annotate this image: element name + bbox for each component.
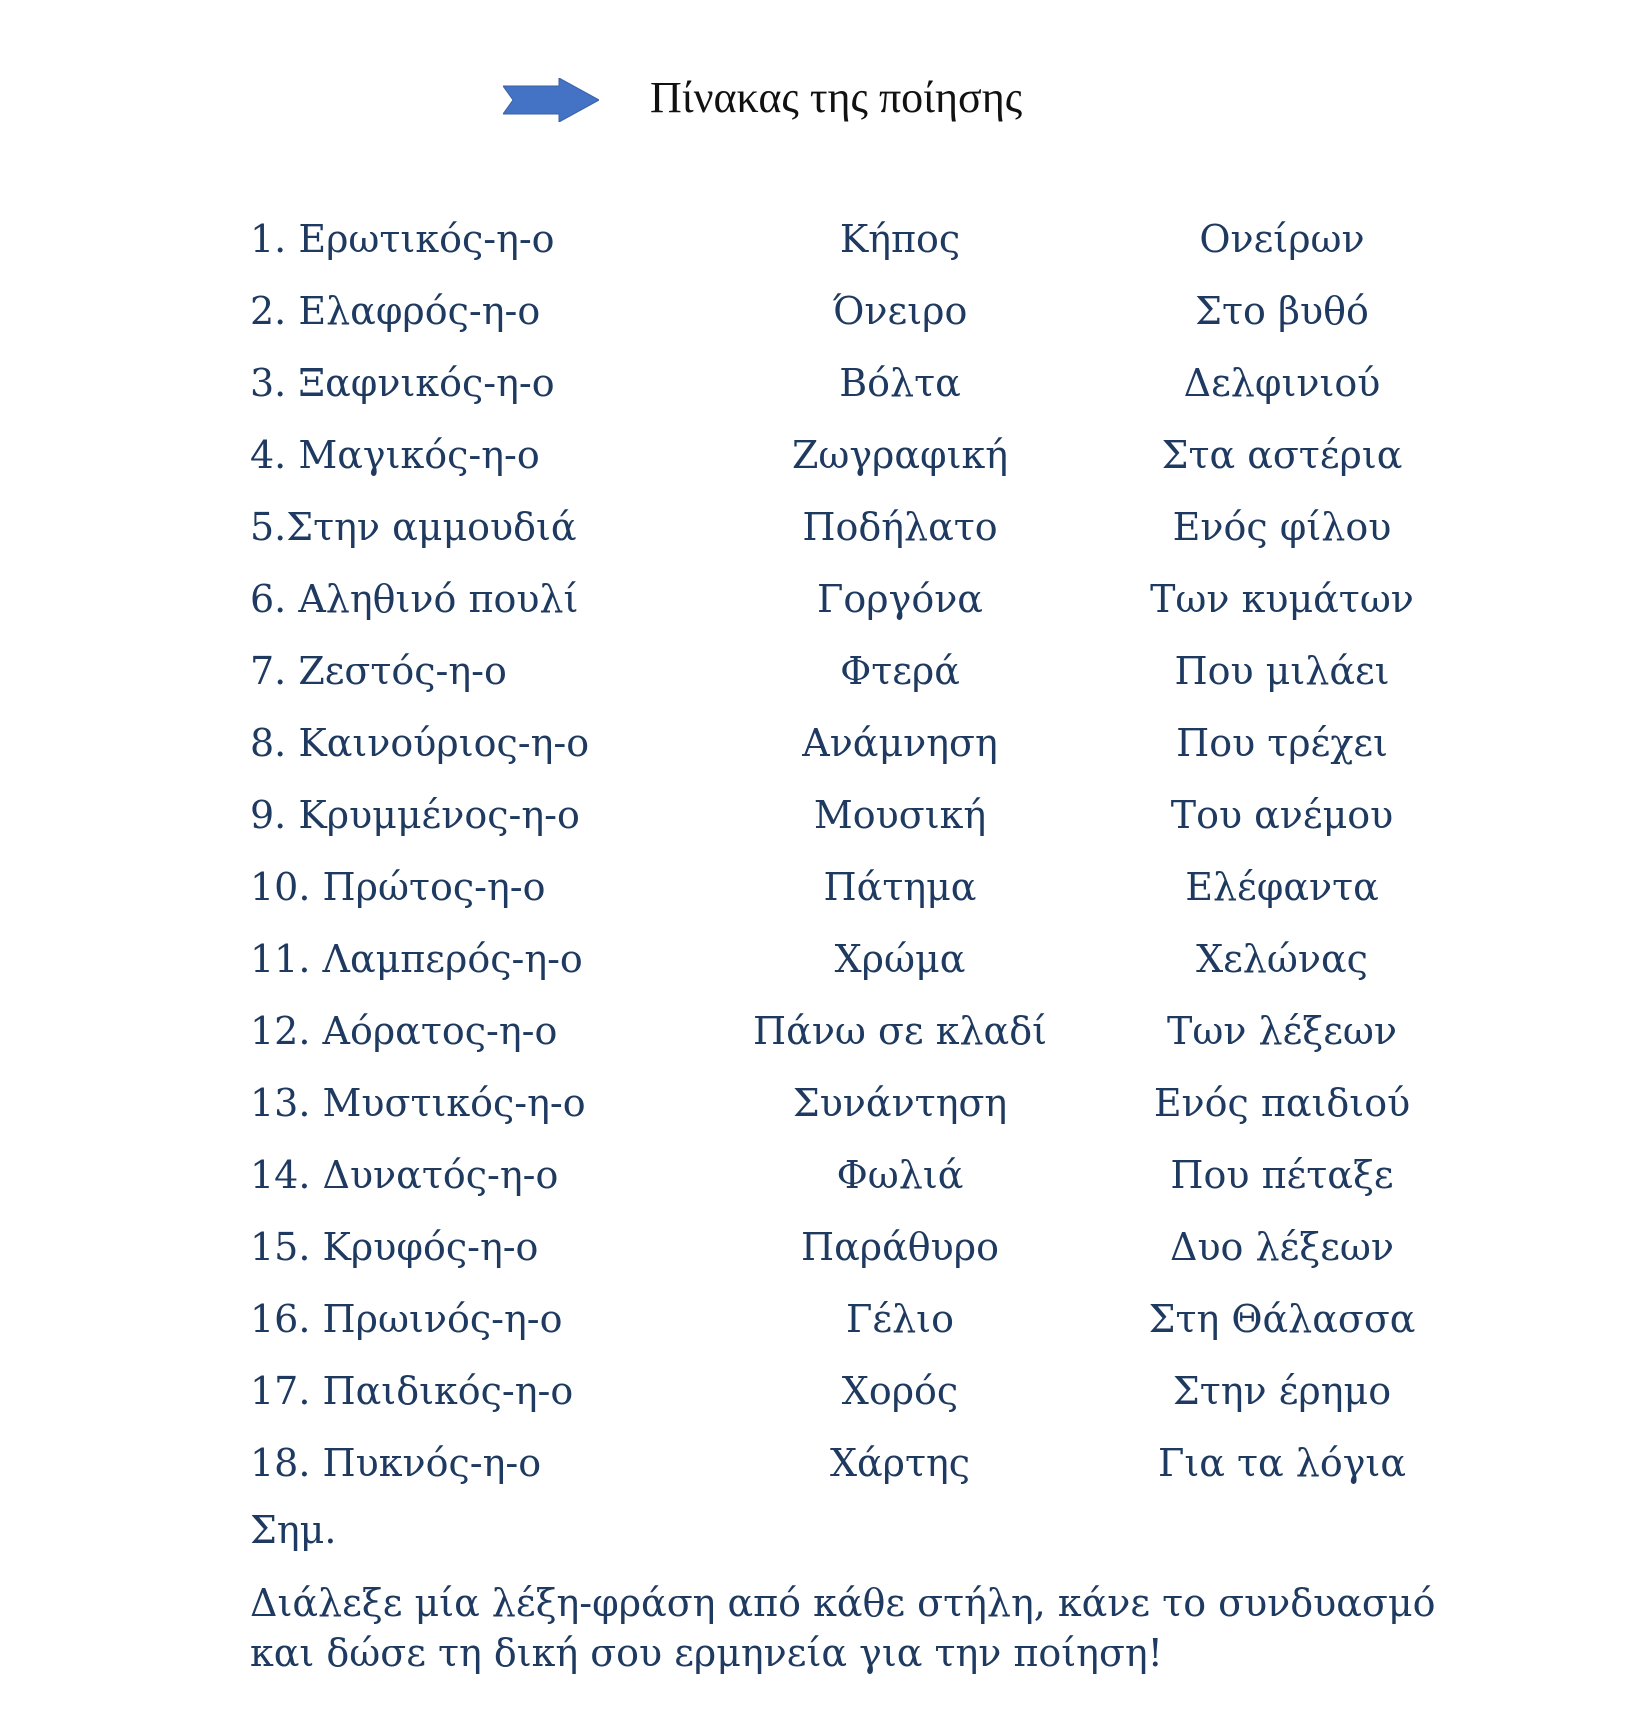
- column-2-item: Ανάμνηση: [802, 721, 998, 765]
- column-1-item: 10. Πρώτος-η-ο: [250, 865, 546, 909]
- title-row: [0, 70, 1652, 126]
- column-2-item: Ποδήλατο: [802, 505, 998, 549]
- column-1-item: 6. Αληθινό πουλί: [250, 577, 579, 621]
- right-arrow-icon: [503, 78, 599, 122]
- column-1-item: 13. Μυστικός-η-ο: [250, 1081, 586, 1125]
- column-3-item: Ενός φίλου: [1172, 505, 1392, 549]
- column-1-item: 3. Ξαφνικός-η-ο: [250, 361, 555, 405]
- column-1-item: 7. Ζεστός-η-ο: [250, 649, 507, 693]
- column-2-item: Παράθυρο: [801, 1225, 999, 1269]
- column-2-item: Γοργόνα: [817, 577, 983, 621]
- column-1-item: 8. Καινούριος-η-ο: [250, 721, 590, 765]
- note-label: Σημ.: [250, 1508, 337, 1552]
- column-1-item: 9. Κρυμμένος-η-ο: [250, 793, 580, 837]
- column-1-item: 14. Δυνατός-η-ο: [250, 1153, 559, 1197]
- column-3-item: Ονείρων: [1199, 217, 1365, 261]
- column-3-item: Για τα λόγια: [1157, 1441, 1407, 1485]
- column-3-item: Που πέταξε: [1170, 1153, 1394, 1197]
- column-3-item: Στο βυθό: [1195, 289, 1369, 333]
- column-1-item: 2. Ελαφρός-η-ο: [250, 289, 541, 333]
- column-3-item: Δελφινιού: [1183, 361, 1381, 405]
- column-2-item: Ζωγραφική: [791, 433, 1009, 477]
- column-3-item: Δυο λέξεων: [1170, 1225, 1394, 1269]
- column-3-item: Ενός παιδιού: [1153, 1081, 1411, 1125]
- column-2-item: Όνειρο: [832, 289, 968, 333]
- column-1-item: 1. Ερωτικός-η-ο: [250, 217, 555, 261]
- column-2-item: Βόλτα: [839, 361, 961, 405]
- note-text: Διάλεξε μία λέξη-φράση από κάθε στήλη, κάνε το συνδυασμό και δώσε τη δική σου ερμηνεία για την ποίηση!: [250, 1581, 1436, 1675]
- column-3-item: Χελώνας: [1196, 937, 1368, 981]
- column-1-item: 11. Λαμπερός-η-ο: [250, 937, 583, 981]
- column-3-item: Των κυμάτων: [1150, 577, 1414, 621]
- column-3-item: Στη Θάλασσα: [1148, 1297, 1416, 1341]
- column-2-item: Χρώμα: [834, 937, 966, 981]
- column-2-item: Χορός: [841, 1369, 959, 1413]
- column-3-item: Που μιλάει: [1174, 649, 1390, 693]
- column-1-item: 18. Πυκνός-η-ο: [250, 1441, 542, 1485]
- column-2-item: Μουσική: [813, 793, 987, 837]
- column-1-item: 12. Αόρατος-η-ο: [250, 1009, 558, 1053]
- column-3-item: Του ανέμου: [1170, 793, 1394, 837]
- column-2-item: Συνάντηση: [792, 1081, 1008, 1125]
- column-3-item: Στα αστέρια: [1161, 433, 1403, 477]
- page-title: Πίνακας της ποίησης: [650, 73, 1023, 122]
- column-3-item: Στην έρημο: [1172, 1369, 1392, 1413]
- column-2-item: Γέλιο: [846, 1297, 954, 1341]
- column-2-item: Πάνω σε κλαδί: [753, 1009, 1047, 1053]
- column-1-item: 16. Πρωινός-η-ο: [250, 1297, 563, 1341]
- column-2-item: Φτερά: [840, 649, 960, 693]
- column-2-item: Πάτημα: [823, 865, 977, 909]
- column-1-item: 15. Κρυφός-η-ο: [250, 1225, 539, 1269]
- column-1-item: 4. Μαγικός-η-ο: [250, 433, 540, 477]
- column-2-item: Κήπος: [839, 217, 961, 261]
- column-3-item: Των λέξεων: [1167, 1009, 1397, 1053]
- column-2-item: Χάρτης: [829, 1441, 971, 1485]
- column-1-item: 5.Στην αμμουδιά: [250, 505, 577, 549]
- column-1-item: 17. Παιδικός-η-ο: [250, 1369, 574, 1413]
- column-2-item: Φωλιά: [836, 1153, 964, 1197]
- column-3-item: Που τρέχει: [1176, 721, 1388, 765]
- column-3-item: Ελέφαντα: [1185, 865, 1379, 909]
